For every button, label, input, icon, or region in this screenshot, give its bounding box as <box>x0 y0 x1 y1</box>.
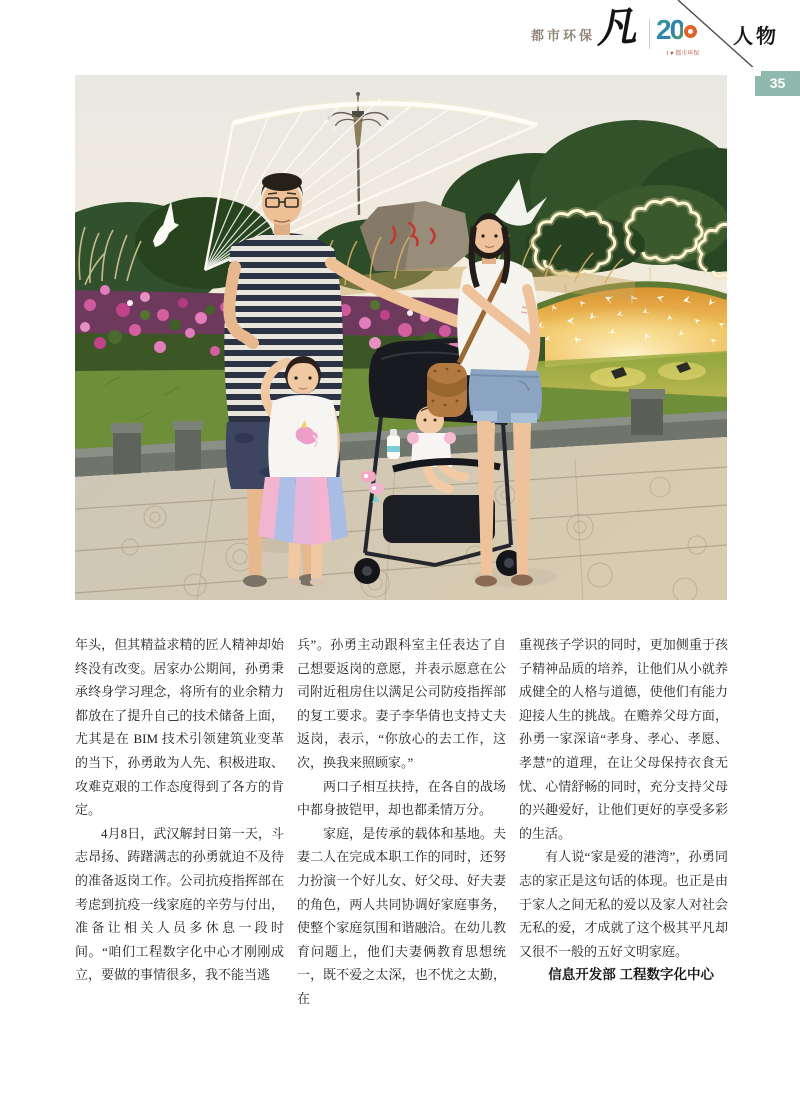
anniversary-tagline: I ♥ 都市环保 <box>666 51 700 57</box>
article-column-1 <box>75 633 284 987</box>
paragraph: 有人说“家是爱的港湾”，孙勇同志的家正是这句话的体现。也正是由于家人之间无私的爱以及家人对社会无私的爱，才成就了这个极其平凡却又很不一般的五好文明家庭。 <box>519 849 728 959</box>
calligraphy-logo: 凡 <box>594 3 638 52</box>
paragraph: 兵”。孙勇主动跟科室主任表达了自己想要返岗的意愿，并表示愿意在公司附近租房住以满足公司防疫指挥部的复工要求。妻子李华倩也支持丈夫返岗，表示，“你放心的去工作，这次，换我来照顾家。” <box>297 637 506 770</box>
section-label: 人物 <box>733 26 779 48</box>
paragraph: 重视孩子学识的同时，更加侧重于孩子精神品质的培养，让他们从小就养成健全的人格与道德，使他们有能力迎接人生的挑战。在赡养父母方面，孙勇一家深谙“孝身、孝心、孝愿、孝慧”的道理，在让父母保持衣食无忧、心情舒畅的同时，充分支持父母的兴趣爱好，让他们更好的享受多彩的生活。 <box>519 637 728 841</box>
page-number-badge: 35 <box>755 71 800 96</box>
inscription-rock-icon <box>360 201 471 271</box>
paragraph: 年头，但其精益求精的匠人精神却始终没有改变。居家办公期间，孙勇秉承终身学习理念，将所有的业余精力都放在了提升自己的技术储备上面，尤其是在 BIM 技术引领建筑业变革的当下，孙勇敢为人先、积极进取、攻难克艰的工作态度得到了各方的肯定。 <box>75 637 284 818</box>
paragraph: 家庭，是传承的载体和基地。夫妻二人在完成本职工作的同时，还努力扮演一个好儿女、好父母、好夫妻的角色，两人共同协调好家庭事务，使整个家庭氛围和谐融洽。在幼儿教育问题上，他们夫妻俩教育思想统一，既不爱之太深，也不忧之太勤，在 <box>297 825 506 1006</box>
article-column-3 <box>519 633 728 987</box>
corner-diagonal-line <box>676 0 760 72</box>
header-divider <box>649 19 650 49</box>
paragraph: 4月8日，武汉解封日第一天，斗志昂扬、踌躇满志的孙勇就迫不及待的准备返岗工作。公司抗疫指挥部在考虑到抗疫一线家庭的辛劳与付出，准备让相关人员多休息一段时间。“咱们工程数字化中心才刚刚成立，要做的事情很多，我不能当逃 <box>75 825 284 983</box>
anniversary-number: 20 <box>656 14 684 45</box>
family-photo-illustration <box>75 75 727 600</box>
family-photo <box>75 75 727 600</box>
byline: 信息开发部 工程数字化中心 <box>548 967 714 983</box>
badge-corner-notch <box>752 67 761 76</box>
masthead-wordmark: 都市环保 <box>531 28 596 43</box>
article-column-2 <box>297 633 506 1011</box>
paragraph: 两口子相互扶持，在各自的战场中都身披铠甲，却也都柔情万分。 <box>297 778 506 818</box>
